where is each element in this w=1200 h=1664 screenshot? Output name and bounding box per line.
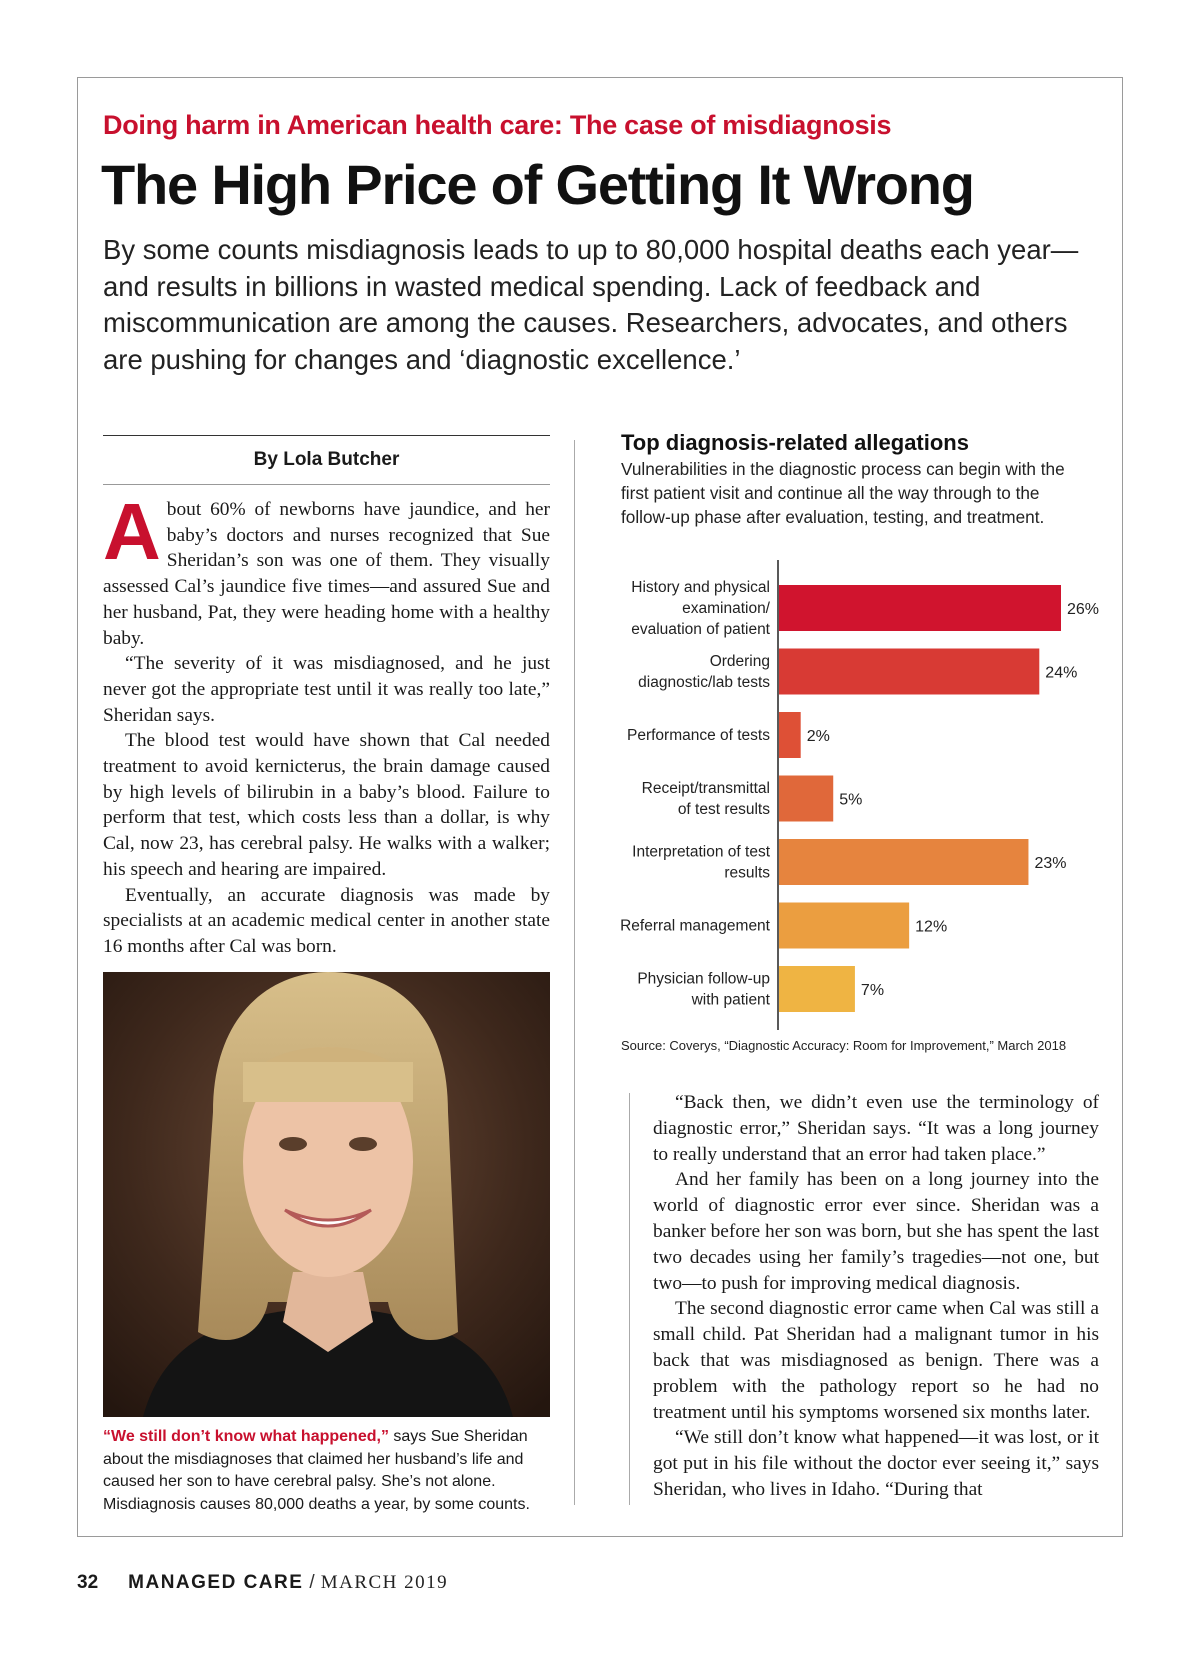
chart-category-line: Physician follow-up — [637, 970, 770, 988]
chart-category-line: Receipt/transmittal — [641, 780, 770, 797]
chart-subtitle: Vulnerabilities in the diagnostic process can begin with the first patient visit and continue all the way through to the follow-up phase after evaluation, testing, and treatment. — [621, 459, 1065, 527]
byline: By Lola Butcher — [253, 449, 400, 470]
chart-category-label — [627, 727, 770, 744]
paragraph — [103, 487, 550, 651]
chart-bar — [779, 903, 909, 949]
paragraph: “Back then, we didn’t even use the terminology of diagnostic error,” Sheridan says. “It was a long journey to really understand that an error had taken place.” — [653, 1092, 1099, 1165]
paragraph: The second diagnostic error came when Cal was still a small child. Pat Sheridan had a malignant tumor in his back that was misdiagnosed as benign. There was a problem with the pathology report so he had no treatment until his symptoms worsened six months later. — [653, 1298, 1099, 1423]
caption-text: says Sue Sheridan about the misdiagnoses that claimed her husband’s life and caused her son to have cerebral palsy. She’s not alone. Misdiagnosis causes 80,000 deaths a year, by some counts. — [103, 1428, 530, 1513]
chart-category-line: with patient — [691, 991, 770, 1009]
chart-value-label: 24% — [1045, 664, 1078, 682]
issue-date: MARCH 2019 — [320, 1572, 449, 1593]
chart-category-line: History and physical — [631, 579, 770, 596]
photo-caption — [103, 1426, 553, 1516]
footer-separator: / — [309, 1572, 315, 1593]
paragraph: The blood test would have shown that Cal needed treatment to avoid kernicterus, the brain damage caused by high levels of bilirubin in a baby’s blood. Failure to perform that test, which costs less than a dollar, is why Cal, now 23, has cerebral palsy. He walks with a walker; his speech and hearing are impaired. — [103, 730, 550, 880]
chart-category-label — [632, 844, 771, 882]
chart-category-line: Referral management — [620, 917, 770, 935]
column-divider-lower — [629, 1093, 630, 1505]
chart-category-line: Interpretation of test — [632, 843, 770, 861]
chart-category-line: examination/ — [682, 600, 770, 617]
caption-lead: “We still don’t know what happened,” — [103, 1428, 389, 1445]
chart-bar — [779, 649, 1039, 695]
chart-value-label: 2% — [806, 728, 830, 745]
chart-value-label: 12% — [915, 918, 948, 936]
chart-category-line: results — [724, 864, 770, 882]
portrait-image — [103, 972, 550, 1417]
chart-category-line: diagnostic/lab tests — [638, 674, 770, 691]
bar-chart — [600, 560, 1120, 1040]
portrait-photo — [103, 972, 550, 1417]
chart-value-label: 5% — [839, 791, 863, 809]
byline-box — [103, 435, 550, 485]
paragraph: Eventually, an accurate diagnosis was made by specialists at an academic medical center in another state 16 months after Cal was born. — [103, 884, 550, 957]
chart-category-label — [631, 579, 770, 638]
chart-bar — [779, 966, 855, 1012]
chart-category-label — [642, 780, 771, 818]
paragraph: And her family has been on a long journey into the world of diagnostic error ever since. Sheridan was a banker before her son was born, but she has spent the last two decades using her family’s tragedies—not one, but two—to push for improving medical diagnosis. — [653, 1169, 1099, 1294]
chart-bar — [779, 585, 1061, 631]
paragraph: “The severity of it was misdiagnosed, and he just never got the appropriate test until it was really too late,” Sheridan says. — [103, 653, 550, 726]
magazine-name: MANAGED CARE — [128, 1572, 304, 1593]
article-kicker: Doing harm in American health care: The case of misdiagnosis — [103, 110, 892, 140]
article-body-left — [103, 487, 550, 960]
chart-bar — [779, 776, 833, 822]
paragraph: “We still don’t know what happened—it was lost, or it got put in his file without the doctor ever seeing it,” says Sheridan, who lives in Idaho. “During that — [653, 1427, 1099, 1500]
paragraph-text: bout 60% of newborns have jaundice, and her baby’s doctors and nurses recognized that Sue Sheridan’s son was one of them. They visually assessed Cal’s jaundice five times—and assured Sue and her husband, Pat, they were heading home with a healthy baby. — [103, 499, 550, 649]
article-body-right — [653, 1090, 1099, 1503]
chart-category-label — [620, 918, 771, 935]
chart-bar — [779, 712, 801, 758]
chart-category-line: of test results — [677, 801, 770, 818]
chart-category-line: Performance of tests — [626, 727, 770, 744]
page-number: 32 — [77, 1572, 99, 1593]
bar-chart-svg — [600, 560, 1120, 1040]
column-divider — [574, 440, 575, 1505]
chart-category-label — [637, 971, 770, 1009]
chart-value-label: 26% — [1067, 601, 1100, 618]
chart-value-label: 23% — [1034, 855, 1067, 872]
chart-bar — [779, 839, 1028, 885]
article-title: The High Price of Getting It Wrong — [101, 153, 974, 216]
chart-value-label: 7% — [860, 982, 885, 999]
chart-category-line: evaluation of patient — [631, 621, 770, 638]
chart-category-line: Ordering — [709, 653, 770, 670]
page-footer — [77, 1572, 448, 1594]
chart-title: Top diagnosis-related allegations — [621, 430, 969, 455]
article-dek: By some counts misdiagnosis leads to up to 80,000 hospital deaths each year—and results in billions in wasted medical spending. Lack of feedback and miscommunication are among the causes. Researchers, advocates, and others are pushing for changes and ‘diagnostic excellence.’ — [103, 234, 1079, 375]
drop-cap: A — [103, 487, 161, 576]
chart-source: Source: Coverys, “Diagnostic Accuracy: Room for Improvement,” March 2018 — [621, 1038, 1067, 1053]
chart-category-label — [638, 653, 770, 691]
